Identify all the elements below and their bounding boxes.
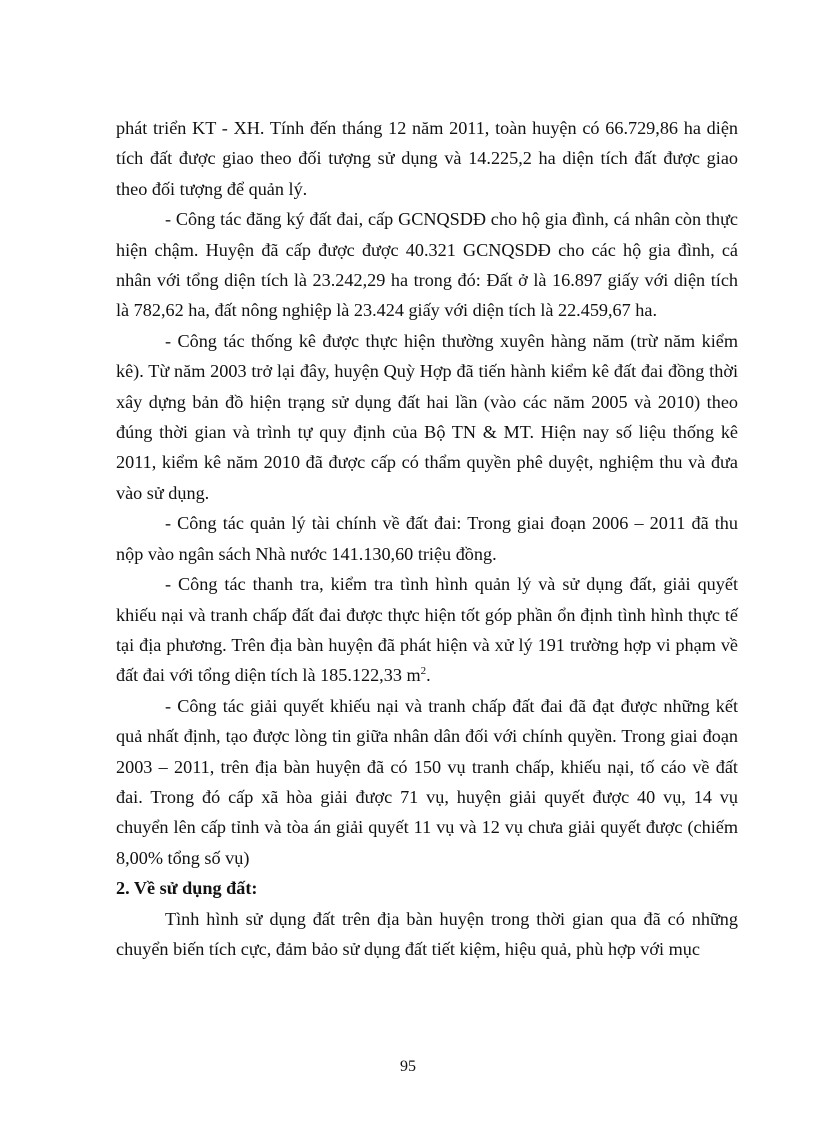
paragraph-land-registration: - Công tác đăng ký đất đai, cấp GCNQSDĐ cho hộ gia đình, cá nhân còn thực hiện chậm. Huyện đã cấp được được 40.321 GCNQSDĐ cho các hộ gia đình, cá nhân với tổng diện tích là 23.242,29 ha trong đó: Đất ở là 16.897 giấy với diện tích là 782,62 ha, đất nông nghiệp là 23.424 giấy với diện tích là 22.459,67 ha.	[116, 209, 738, 321]
paragraph-land-allocation: phát triển KT - XH. Tính đến tháng 12 năm 2011, toàn huyện có 66.729,86 ha diện tích đất được giao theo đối tượng sử dụng và 14.225,2 ha diện tích đất được giao theo đối tượng để quản lý.	[116, 118, 738, 199]
paragraph-land-use: Tình hình sử dụng đất trên địa bàn huyện trong thời gian qua đã có những chuyển biến tích cực, đảm bảo sử dụng đất tiết kiệm, hiệu quả, phù hợp với mục	[116, 908, 738, 959]
section-heading: 2. Về sử dụng đất:	[116, 878, 258, 899]
paragraph-inspection-text: - Công tác thanh tra, kiểm tra tình hình quản lý và sử dụng đất, giải quyết khiếu nại và tranh chấp đất đai được thực hiện tốt góp phần ổn định tình hình thực tế tại địa phương. Trên địa bàn huyện đã phát hiện và xử lý 191 trường hợp vi phạm về đất đai với tổng diện tích là 185.122,33 m	[116, 574, 738, 686]
paragraph-inspection	[116, 569, 738, 691]
paragraph-land-finance: - Công tác quản lý tài chính về đất đai: Trong giai đoạn 2006 – 2011 đã thu nộp vào ngân sách Nhà nước 141.130,60 triệu đồng.	[116, 513, 738, 564]
paragraph-land-statistics: - Công tác thống kê được thực hiện thường xuyên hàng năm (trừ năm kiểm kê). Từ năm 2003 trở lại đây, huyện Quỳ Hợp đã tiến hành kiểm kê đất đai đồng thời xây dựng bản đồ hiện trạng sử dụng đất hai lần (vào các năm 2005 và 2010) theo đúng thời gian và trình tự quy định của Bộ TN & MT. Hiện nay số liệu thống kê 2011, kiểm kê năm 2010 đã được cấp có thẩm quyền phê duyệt, nghiệm thu và đưa vào sử dụng.	[116, 330, 738, 503]
paragraph-dispute-resolution: - Công tác giải quyết khiếu nại và tranh chấp đất đai đã đạt được những kết quả nhất định, tạo được lòng tin giữa nhân dân đối với chính quyền. Trong giai đoạn 2003 – 2011, trên địa bàn huyện đã có 150 vụ tranh chấp, khiếu nại, tố cáo về đất đai. Trong đó cấp xã hòa giải được 71 vụ, huyện giải quyết được 40 vụ, 14 vụ chuyển lên cấp tỉnh và tòa án giải quyết 11 vụ và 12 vụ chưa giải quyết được (chiếm 8,00% tổng số vụ)	[116, 695, 738, 868]
document-page	[116, 113, 738, 964]
page-number: 95	[400, 1058, 416, 1075]
area-unit-superscript: 2	[420, 665, 427, 678]
paragraph-inspection-tail: .	[426, 665, 431, 686]
